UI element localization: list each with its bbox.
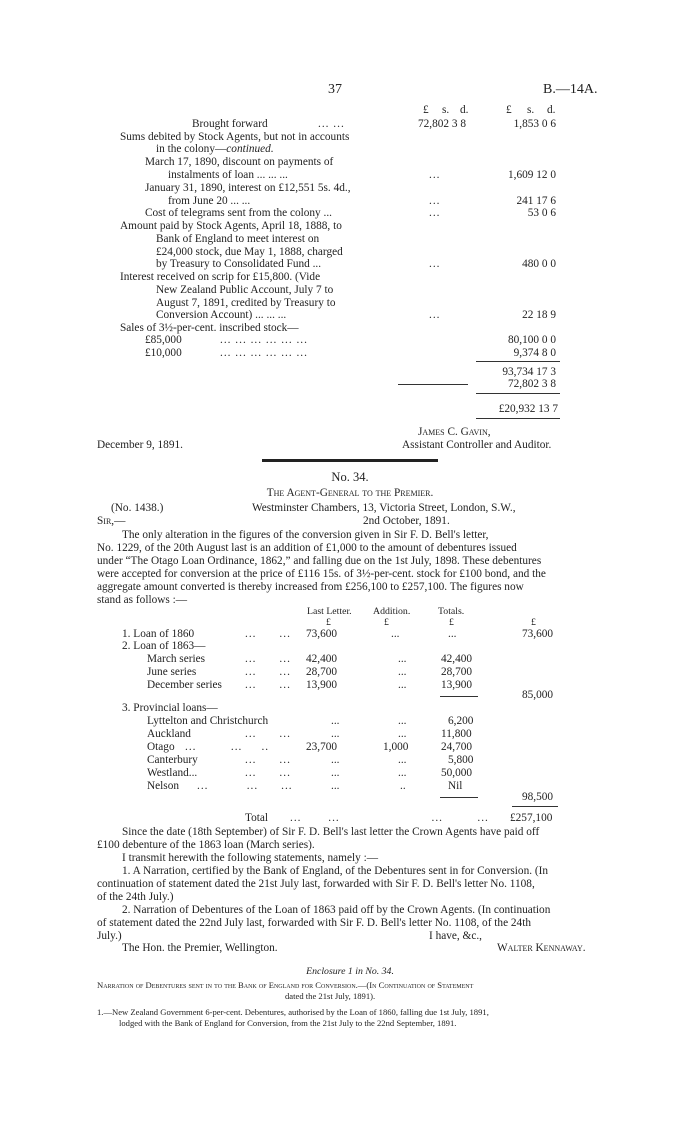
row-label: Brought forward [192,118,268,130]
col-pound-totals: £ [449,617,454,628]
cell-total: 13,900 [441,679,473,691]
cell-total: 5,800 [448,754,474,766]
col-pound-group: £ [531,617,536,628]
row-dots: ... [429,169,441,181]
col-shilling-a: s. [442,104,450,116]
cell-addition: ... [391,628,400,640]
col-shilling-b: s. [527,104,535,116]
row-dots: ... ... ... ... ... ... [220,347,308,359]
cell-last: 73,600 [306,628,338,640]
row-amount-a: 72,802 3 8 [417,118,466,130]
row-label: £24,000 stock, due May 1, 1888, charged [156,246,343,258]
col-head-last-letter: Last Letter. [307,606,352,617]
cell-total: 28,700 [441,666,473,678]
letter-number: No. 34. [331,470,369,484]
enclosure-item-1-cont: lodged with the Bank of England for Conversion, from the 21st July to the 22nd September, 1891. [119,1018,457,1028]
row-dots: ... ... [318,118,345,130]
row-amount-b: 53 0 6 [527,207,556,219]
row-dots: ... ... .. [185,741,270,753]
col-pound-a: £ [423,104,429,116]
enclosure-title: Enclosure 1 in No. 34. [306,966,394,977]
row-dots: ... ... [245,754,291,766]
row-dots: ... ... [245,679,291,691]
balance-rule-bottom [476,418,560,419]
row-dots: ... ... ... [197,780,293,792]
cell-addition: ... [398,653,407,665]
letter-ref: (No. 1438.) [111,502,164,514]
row-label: March 17, 1890, discount on payments of [145,156,334,168]
cell-last: 13,900 [306,679,338,691]
row-label: New Zealand Public Account, July 7 to [156,284,334,296]
row-dots: ... [429,207,441,219]
row-label: Sums debited by Stock Agents, but not in accounts [120,131,350,143]
cell-addition: 1,000 [383,741,409,753]
cell-last: ... [331,767,340,779]
cell-last: 28,700 [306,666,338,678]
less-value: 72,802 3 8 [507,378,556,390]
page-number: 37 [328,82,342,97]
signatory-name: James C. Gavin, [418,426,491,438]
row-dots: ... ... [245,728,291,740]
subtotal-rule [440,797,478,798]
row-dots: ... ... [245,767,291,779]
table-row-label: Auckland [147,728,191,740]
total-rule [512,806,558,807]
row-amount-b: 22 18 9 [522,309,556,321]
cell-last: 23,700 [306,741,338,753]
row-label: Interest received on scrip for £15,800. (Vide [120,271,321,283]
cell-total: 6,200 [448,715,474,727]
col-head-totals: Totals. [438,606,465,617]
cell-group: 73,600 [522,628,554,640]
total-value: £257,100 [510,812,553,824]
salutation: Sir,— [97,515,126,527]
cell-addition: ... [398,767,407,779]
row-label: Cost of telegrams sent from the colony ... [145,207,332,219]
col-pound-b: £ [506,104,512,116]
sum-rule [476,361,560,362]
addressee: The Hon. the Premier, Wellington. [122,942,278,954]
table-row-label: Canterbury [147,754,198,766]
col-pence-b: d. [547,104,556,116]
row-amount-b: 241 17 6 [516,195,556,207]
total-label: Total [245,812,269,824]
row-amount-b: 480 0 0 [522,258,556,270]
less-rule [398,384,468,385]
col-head-addition: Addition. [373,606,411,617]
col-pound-addition: £ [384,617,389,628]
cell-last: ... [331,754,340,766]
row-dots: ... ... [245,653,291,665]
balance-value: £20,932 13 7 [498,403,558,415]
row-dots: ... [429,258,441,270]
subtotal-rule [440,696,478,697]
enclosure-heading: Narration of Debentures sent in to the Bank of England for Conversion.—(In Continuation of Statement [97,980,474,990]
row-dots: ... ... [245,666,291,678]
letter-date: 2nd October, 1891. [363,515,450,527]
row-dots: ... [429,195,441,207]
row-label: in the colony—continued. [156,143,274,155]
signatory-title: Assistant Controller and Auditor. [402,439,552,451]
row-label: from June 20 ... ... [168,195,251,207]
row-label: August 7, 1891, credited by Treasury to [156,297,336,309]
letter-address: Westminster Chambers, 13, Victoria Street, London, S.W., [252,502,516,514]
cell-addition: ... [398,679,407,691]
cell-total: 24,700 [441,741,473,753]
table-row-label: 2. Loan of 1863— [122,640,206,652]
closing: I have, &c., [429,930,483,942]
cell-addition: ... [398,715,407,727]
cell-addition: .. [400,780,406,792]
enclosure-heading-cont: dated the 21st July, 1891). [285,991,376,1001]
document-reference: B.—14A. [543,82,598,97]
row-amount-b: 80,100 0 0 [507,334,556,346]
sum-value: 93,734 17 3 [502,366,556,378]
cell-total: 11,800 [441,728,472,740]
cell-last: ... [331,715,340,727]
enclosure-item-1: 1.—New Zealand Government 6-per-cent. Debentures, authorised by the Loan of 1860, falling due 1st July, 1891, [97,1007,489,1017]
col-pound-last: £ [326,617,331,628]
cell-total: Nil [448,780,463,792]
cell-group: 85,000 [522,689,554,701]
table-row-label: June series [147,666,197,678]
row-amount-b: 1,853 0 6 [513,118,556,130]
cell-addition: ... [398,666,407,678]
row-label: £10,000 [145,347,182,359]
table-row-label: December series [147,679,222,691]
row-label: January 31, 1890, interest on £12,551 5s. 4d., [145,182,351,194]
cell-last: ... [331,780,340,792]
cell-addition: ... [398,754,407,766]
row-amount-b: 9,374 8 0 [513,347,556,359]
row-label: Conversion Account) ... ... ... [156,309,287,321]
table-row-label: Lyttelton and Christchurch [147,715,269,727]
cell-addition: ... [398,728,407,740]
row-label: Sales of 3½-per-cent. inscribed stock— [120,322,299,334]
cell-total: 42,400 [441,653,473,665]
col-pence-a: d. [460,104,469,116]
table-row-label: March series [147,653,206,665]
letter-heading: The Agent-General to the Premier. [266,487,434,499]
row-label: Bank of England to meet interest on [156,233,320,245]
cell-total: ... [448,628,457,640]
cell-last: 42,400 [306,653,338,665]
balance-rule-top [476,393,560,394]
cell-total: 50,000 [441,767,473,779]
row-label: Amount paid by Stock Agents, April 18, 1888, to [120,220,342,232]
row-dots: ... ... ... ... [290,812,489,824]
row-dots: ... ... [245,628,291,640]
table-row-label: 1. Loan of 1860 [122,628,195,640]
table-row-label: 3. Provincial loans— [122,702,218,714]
cell-last: ... [331,728,340,740]
statement-date: December 9, 1891. [97,439,183,451]
row-dots: ... ... ... ... ... ... [220,334,308,346]
row-dots: ... [429,309,441,321]
table-row-label: Westland... [147,767,198,779]
signature: Walter Kennaway. [497,942,586,954]
row-label: by Treasury to Consolidated Fund ... [156,258,322,270]
row-label: £85,000 [145,334,182,346]
section-divider [262,459,438,462]
table-row-label: Nelson [147,780,180,792]
row-label: instalments of loan ... ... ... [168,169,288,181]
table-row-label: Otago [147,741,175,753]
row-amount-b: 1,609 12 0 [507,169,556,181]
cell-group: 98,500 [522,791,554,803]
